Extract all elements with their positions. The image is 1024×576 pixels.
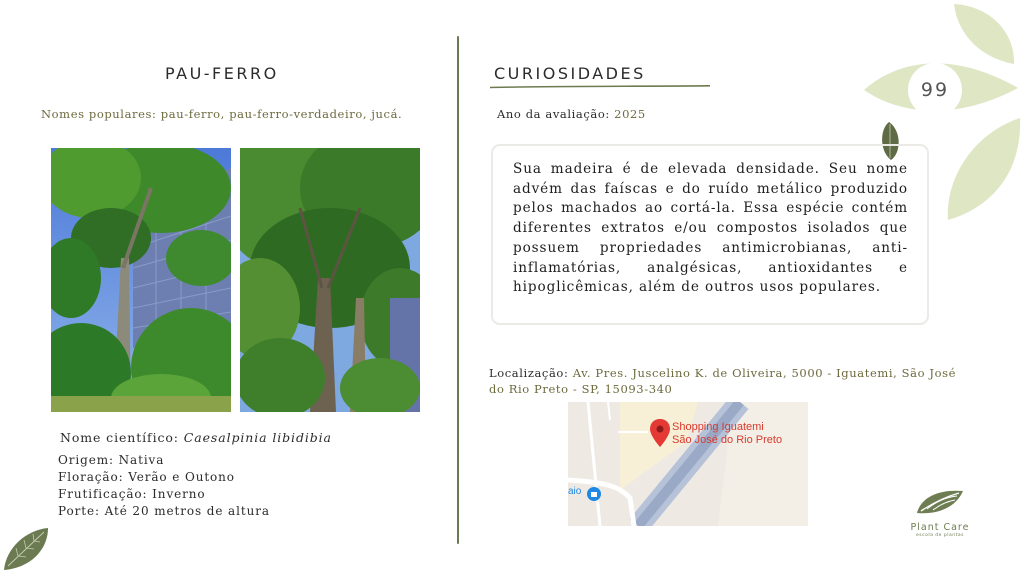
evaluation-year [497, 107, 646, 121]
popular-names-value: pau-ferro, pau-ferro-verdadeiro, jucá. [160, 107, 403, 121]
tree-photo-1 [51, 148, 231, 412]
plant-care-logo-icon [913, 487, 967, 517]
fact-fruiting-value: Inverno [152, 487, 206, 501]
scientific-name-label: Nome científico: [60, 430, 179, 445]
fact-origin [58, 452, 270, 469]
map-edge-text: aio [568, 486, 582, 497]
score-badge [908, 63, 962, 117]
brand-name: Plant Care [910, 522, 970, 533]
location-label: Localização: [489, 366, 569, 380]
location [489, 366, 956, 397]
fact-size [58, 503, 270, 520]
fact-size-value: Até 20 metros de altura [104, 504, 270, 518]
curiosity-text: Sua madeira é de elevada densidade. Seu nome advém das faíscas e do ruído metálico produzido pelos machados ao cortá-la. Essa espécie contém diferentes extratos e/ou compostos isolados que possuem propriedades antimicrobianas, anti-inflamatórias, analgésicas, antioxidantes e hipoglicêmicas, além de outros usos populares. [513, 161, 908, 296]
evaluation-year-label: Ano da avaliação: [497, 107, 610, 121]
plant-facts [58, 452, 270, 520]
fact-flowering [58, 469, 270, 486]
column-divider [457, 36, 459, 544]
map-place-label [672, 421, 782, 446]
fact-origin-value: Nativa [118, 453, 165, 467]
map-place-line-1: Shopping Iguatemi [672, 421, 764, 433]
curiosity-card [491, 144, 929, 325]
brand-tagline: escola de plantas [916, 533, 964, 538]
score-value: 99 [920, 79, 950, 101]
location-line-2: do Rio Preto - SP, 15093-340 [489, 381, 673, 396]
map-place-line-2: São José do Rio Preto [672, 433, 783, 446]
section-title-curiosities: CURIOSIDADES [494, 64, 646, 83]
scientific-name-value: Caesalpinia libidibia [183, 430, 332, 445]
map-pin-icon[interactable] [650, 419, 670, 449]
page-title: PAU-FERRO [165, 64, 279, 83]
fact-fruiting [58, 486, 270, 503]
evaluation-year-value: 2025 [614, 107, 646, 121]
location-address: Av. Pres. Juscelino K. de Oliveira, 5000 - Iguatemi, São José [572, 366, 957, 380]
popular-names [41, 107, 402, 121]
location-line-1 [489, 366, 956, 382]
leaf-decoration-bottom-left [0, 524, 56, 576]
fact-flowering-label: Floração: [58, 470, 124, 484]
popular-names-label: Nomes populares: [41, 107, 157, 121]
fact-size-label: Porte: [58, 504, 100, 518]
fact-origin-label: Origem: [58, 453, 114, 467]
tree-photo-2 [240, 148, 420, 412]
title-underline [490, 84, 712, 90]
location-map[interactable] [568, 402, 808, 526]
brand-logo [904, 487, 976, 538]
fact-flowering-value: Verão e Outono [128, 470, 235, 484]
fact-fruiting-label: Frutificação: [58, 487, 148, 501]
scientific-name [60, 430, 332, 445]
